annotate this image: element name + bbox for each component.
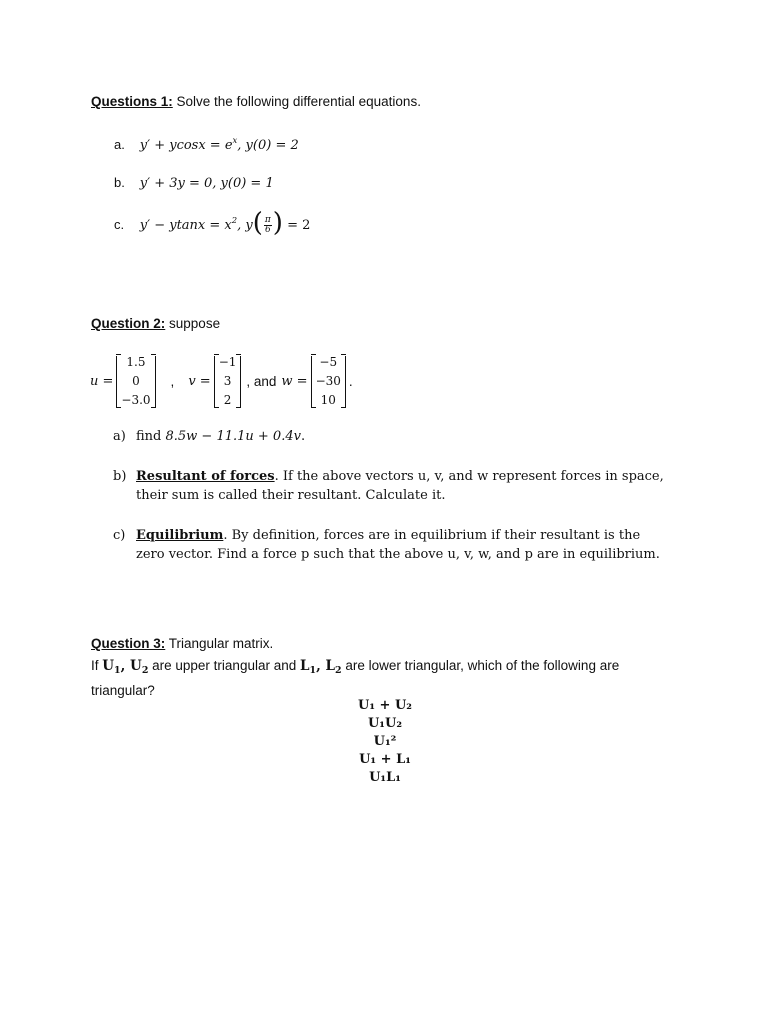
vector-definitions: u = 1.5 0 −3.0 , v = −1 3 2 , and w = −5 −30 10 . bbox=[90, 355, 353, 408]
question-1-prompt: Solve the following differential equations. bbox=[176, 94, 421, 109]
item-text: Resultant of forces. If the above vectors u, v, and w represent forces in space, their sum is called their resultant. Calculate it. bbox=[136, 469, 664, 503]
list-item: U₁L₁ bbox=[369, 770, 401, 785]
question-3-heading: Question 3: bbox=[91, 636, 166, 651]
vector-w: −5 −30 10 bbox=[308, 354, 349, 408]
item-label: a) bbox=[113, 429, 126, 444]
question-2-prompt: suppose bbox=[169, 316, 221, 331]
q2-item-b bbox=[113, 467, 666, 505]
question-2 bbox=[91, 316, 220, 331]
question-3 bbox=[91, 636, 273, 651]
and-label: , and bbox=[246, 373, 277, 389]
item-text: Equilibrium. By definition, forces are in equilibrium if their resultant is the zero vector. Find a force p such that the above u, v, w, and p are in equilibrium. bbox=[136, 528, 660, 562]
q1-item-c bbox=[114, 208, 311, 238]
w-label: w = bbox=[281, 373, 308, 389]
list-item: U₁ + L₁ bbox=[359, 752, 411, 767]
item-label: c. bbox=[114, 216, 125, 232]
q2-item-c bbox=[113, 526, 666, 564]
q1-item-b bbox=[114, 175, 274, 191]
vector-v: −1 3 2 bbox=[211, 354, 245, 408]
item-label: b. bbox=[114, 175, 125, 190]
vector-u: 1.5 0 −3.0 bbox=[113, 354, 158, 408]
question-3-prompt: Triangular matrix. bbox=[168, 636, 274, 651]
question-1-heading: Questions 1: bbox=[91, 94, 173, 109]
fraction: $\frac{\pi}{6}$ bbox=[264, 214, 271, 235]
list-item: U₁² bbox=[373, 734, 397, 749]
equation: y′ + 3y = 0, y(0) = 1 bbox=[139, 176, 274, 191]
triangular-candidates bbox=[290, 697, 480, 787]
item-label: b) bbox=[113, 469, 127, 484]
item-label: a. bbox=[114, 137, 125, 152]
equation: $y' - ytanx = x^2$, y( $\frac{\pi}{6}$ ) = 2 bbox=[139, 208, 311, 238]
q1-item-a bbox=[114, 135, 299, 153]
u-label: u = bbox=[90, 373, 114, 389]
question-2-heading: Question 2: bbox=[91, 316, 166, 331]
item-text: find 8.5w − 11.1u + 0.4v. bbox=[136, 429, 306, 444]
list-item: U₁U₂ bbox=[367, 716, 403, 731]
question-3-body: If $U_1$, $U_2$ are upper triangular and $L_1$, $L_2$ are lower triangular, which of the following are triangular? bbox=[91, 658, 620, 698]
question-1 bbox=[91, 94, 421, 109]
v-label: v = bbox=[188, 373, 211, 389]
item-label: c) bbox=[113, 528, 126, 543]
equation: $y' + ycosx = e^x$, y(0) = 2 bbox=[139, 135, 299, 153]
list-item: U₁ + U₂ bbox=[357, 698, 412, 713]
q2-item-a bbox=[113, 427, 666, 446]
